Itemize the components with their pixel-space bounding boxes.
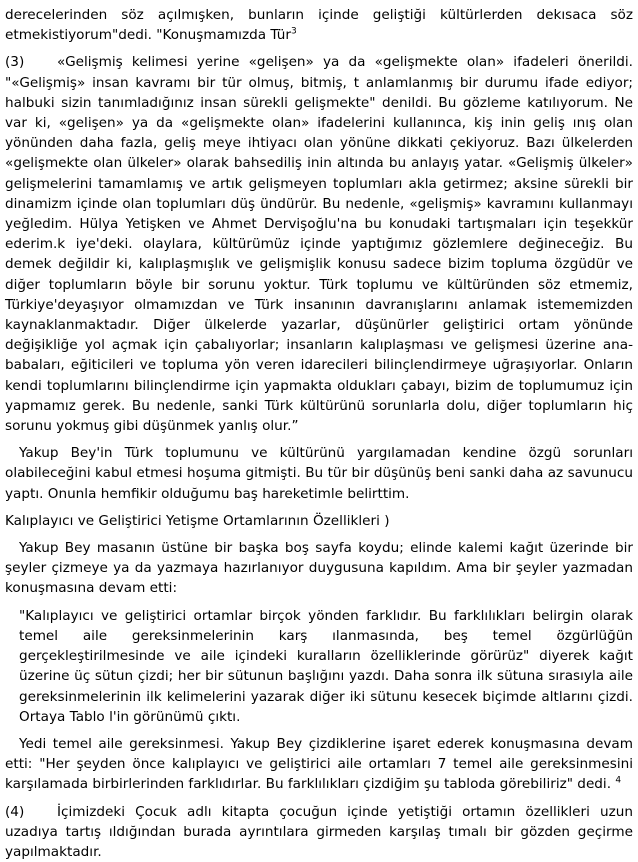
paragraph-seven-needs (5, 734, 633, 795)
paragraph-intro (5, 5, 633, 45)
footnote-ref-4[interactable]: 4 (615, 775, 622, 786)
paragraph-blank-page: Yakup Bey masanın üstüne bir başka boş sayfa koydu; elinde kalemi kağıt üzerinde bir şeyler çizmeye ya da yazmaya hazırlanıyor duygusuna kapıldım. Ama bir şeyler yazmadan konuşmasına devam etti: (5, 540, 633, 597)
footnote-3-text: «Gelişmiş kelimesi yerine «gelişen» ya da «gelişmekte olan» ifadeleri önerildi. "«Gelişmiş» insan kavramı bir tür olmuş, bitmiş, t anlamlanmış bir durumu ifade ediyor; halbuki sizin tanımladığınız insan sürekli gelişmekte" denildi. Bu gözleme katılıyorum. Ne var ki, «gelişen» ya da «gelişmekte olan» ifadelerini kullanınca, kiş inin geliş ınış olan yönünden daha fazla, geliş meye ihtiyacı olan yönüne dikkati çekiyoruz. Bazı ülkelerden «gelişmekte olan ülkeler» olarak bahsediliş inin altında bu anlayış yatar. «Gelişmiş ülkeler» gelişmelerini tamamlamış ve artık gelişmeyen toplumları akla getirmez; aksine sürekli bir dinamizm içinde olan toplumları düş ündürür. Bu nedenle, «gelişmiş» kavramını kullanmayı yeğledim. Hülya Yetişken ve Ahmet Dervişoğlu'na bu konudaki tartışmaları için teşekkür ederim.k iye'deki. olaylara, kültürümüz içinde yaptığımız gözlemlere değineceğiz. Bu demek değildir ki, kalıplaşmışlık ve gelişmişlik konusu sadece bizim topluma özgüdür ve diğer toplumların böyle bir sorunu yoktur. Türk toplumu ve kültüründen söz etmemiz, Türkiye'deyaşıyor olmamızdan ve Türk insanının davranışlarını anlamak istememizden kaynaklanmaktadır. Diğer ülkelerde yazarlar, düşünürler geliştirici ortam yönünde değişikliğe yol açmak için çabalıyorlar; insanların kalıplaşması ve gelişmesi üzerine ana-babaları, eğiticileri ve topluma yön veren idarecileri bilinçlendirmeye uğraşıyorlar. Onların kendi toplumlarını bilinçlendirme için yapmakta oldukları çabayı, bizim de toplumumuz için yapmamız gerek. Bu nedenle, sanki Türk kültürünü sorunlarla dolu, diğer toplumların hiç sorunu yokmuş gibi düşünmek yanlış olur.” (5, 54, 633, 435)
section-heading: Kalıplayıcı ve Geliştirici Yetişme Ortamlarının Özellikleri ) (5, 512, 390, 529)
paragraph-quote-environments: "Kalıplayıcı ve geliştirici ortamlar birçok yönden farklıdır. Bu farklılıkları belirgin olarak temel aile gereksinmelerinin karş ılanmasında, beş temel özgürlüğün gerçekleştirilmesinde ve aile içindeki kuralların özelliklerinde görürüz" diyerek kağıt üzerine üç sütun çizdi; her bir sütunun başlığını yazdı. Daha sonra ilk sütuna sırasıyla aile gereksinmelerinin ilk kelimelerini yazarak diğer iki sütunu kesecek biçimde altlarını çizdi. Ortaya Tablo l'in görünümü çıktı. (19, 607, 633, 725)
document-page (5, 5, 633, 862)
paragraph-yakup-agreement: Yakup Bey'in Türk toplumunu ve kültürünü yargılamadan kendine özgü sorunları olabileceğini kabul etmesi hoşuma gitmişti. Bu tür bir düşünüş beni sanki daha az savunucu yaptı. Onunla hemfikir olduğumu baş hareketimle belirttim. (5, 445, 633, 502)
paragraph-seven-needs-text: Yedi temel aile gereksinmesi. Yakup Bey çizdiklerine işaret ederek konuşmasına devam etti: "Her şeyden önce kalıplayıcı ve geliştirici aile ortamları 7 temel aile gereksinmesini karşılamada birbirlerinden farklıdırlar. Bu farklılıkları çizdiğim şu tabloda görebiliriz" dedi. (5, 735, 633, 793)
paragraph-intro-text: derecelerinden söz açılmışken, bunların içinde geliştiği kültürlerden dekısaca söz etmekistiyorum"dedi. "Konuşmamızda Tür (5, 7, 633, 44)
footnote-ref-3[interactable]: 3 (291, 26, 297, 37)
footnote-4 (5, 802, 633, 862)
footnote-3 (5, 52, 633, 436)
footnote-4-text: İçimizdeki Çocuk adlı kitapta çocuğun içinde yetiştiği ortamın özellikleri uzun uzadıya tartış ıldığından burada ayrıntılara girmeden karşılaş tımalı bir gözden geçirme yapılmaktadır. (5, 803, 633, 860)
footnote-number-3: (3) (5, 54, 25, 71)
footnote-number-4: (4) (5, 803, 25, 820)
